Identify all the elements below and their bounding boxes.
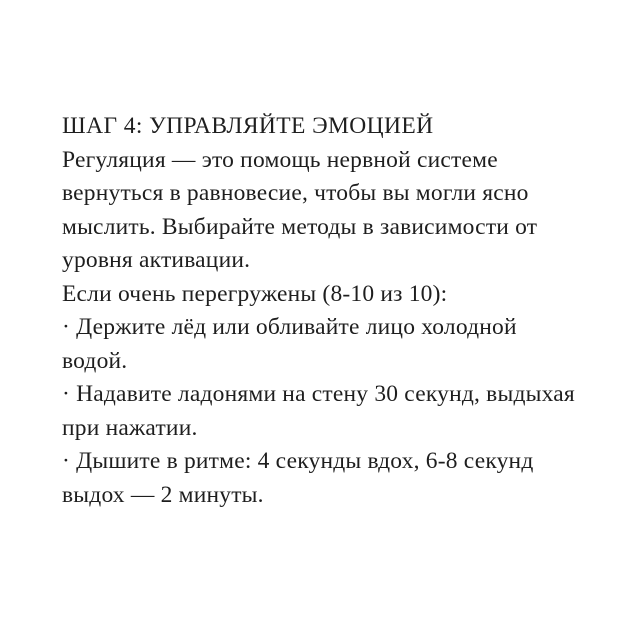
text-line: вернуться в равновесие, чтобы вы могли ясно	[62, 180, 529, 206]
bullet-line: · Дышите в ритме: 4 секунды вдох, 6-8 секунд	[62, 448, 534, 474]
text-line: при нажатии.	[62, 414, 198, 441]
text-line: уровня активации.	[62, 247, 251, 273]
text-line: мыслить. Выбирайте методы в зависимости от	[62, 213, 538, 240]
page-title: ШАГ 4: УПРАВЛЯЙТЕ ЭМОЦИЕЙ	[62, 113, 434, 139]
bullet-line: · Держите лёд или обливайте лицо холодной	[62, 314, 517, 340]
text-line: водой.	[62, 347, 128, 374]
bullet-line: · Надавите ладонями на стену 30 секунд, выдыхая	[62, 381, 575, 407]
condition-line: Если очень перегружены (8-10 из 10):	[62, 280, 448, 307]
text-line: Регуляция — это помощь нервной системе	[62, 146, 498, 173]
text-line: выдох — 2 минуты.	[62, 481, 264, 508]
